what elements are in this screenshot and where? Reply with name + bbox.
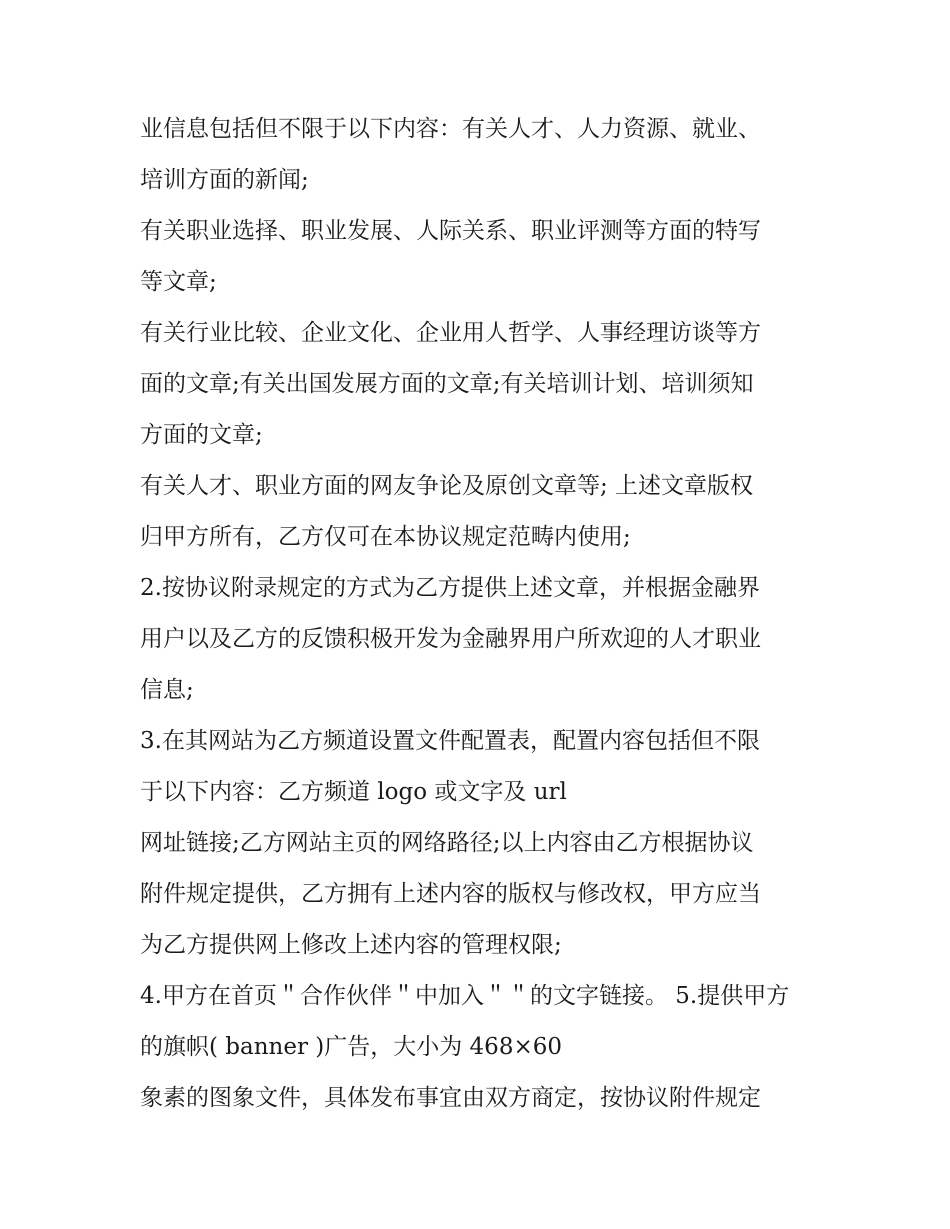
text-line: 用户以及乙方的反馈积极开发为金融界用户所欢迎的人才职业 (140, 626, 761, 652)
text-line: 有关职业选择、职业发展、人际关系、职业评测等方面的特写 (140, 218, 761, 244)
text-line: 3.在其网站为乙方频道设置文件配置表，配置内容包括但不限 (140, 728, 760, 754)
text-line: 2.按协议附录规定的方式为乙方提供上述文章，并根据金融界 (140, 575, 760, 601)
text-line: 附件规定提供，乙方拥有上述内容的版权与修改权，甲方应当 (140, 881, 761, 907)
text-line: 网址链接;乙方网站主页的网络路径;以上内容由乙方根据协议 (140, 830, 754, 856)
text-line: 业信息包括但不限于以下内容：有关人才、人力资源、就业、 (140, 116, 761, 142)
text-line: 4.甲方在首页＂合作伙伴＂中加入＂＂的文字链接。 5.提供甲方 (140, 983, 790, 1009)
text-line: 有关人才、职业方面的网友争论及原创文章等; 上述文章版权 (140, 473, 754, 499)
text-line: 归甲方所有，乙方仅可在本协议规定范畴内使用; (140, 524, 631, 550)
text-line: 等文章; (140, 269, 217, 295)
text-line: 方面的文章; (140, 422, 263, 448)
text-line: 培训方面的新闻; (140, 167, 309, 193)
text-line: 为乙方提供网上修改上述内容的管理权限; (140, 932, 562, 958)
text-line: 象素的图象文件，具体发布事宜由双方商定，按协议附件规定 (140, 1085, 761, 1111)
document-body (140, 104, 830, 1124)
text-line: 信息; (140, 677, 194, 703)
text-line: 有关行业比较、企业文化、企业用人哲学、人事经理访谈等方 (140, 320, 761, 346)
text-line: 于以下内容：乙方频道 logo 或文字及 url (140, 779, 567, 805)
text-line: 的旗帜( banner )广告，大小为 468×60 (140, 1034, 562, 1060)
text-line: 面的文章;有关出国发展方面的文章;有关培训计划、培训须知 (140, 371, 754, 397)
